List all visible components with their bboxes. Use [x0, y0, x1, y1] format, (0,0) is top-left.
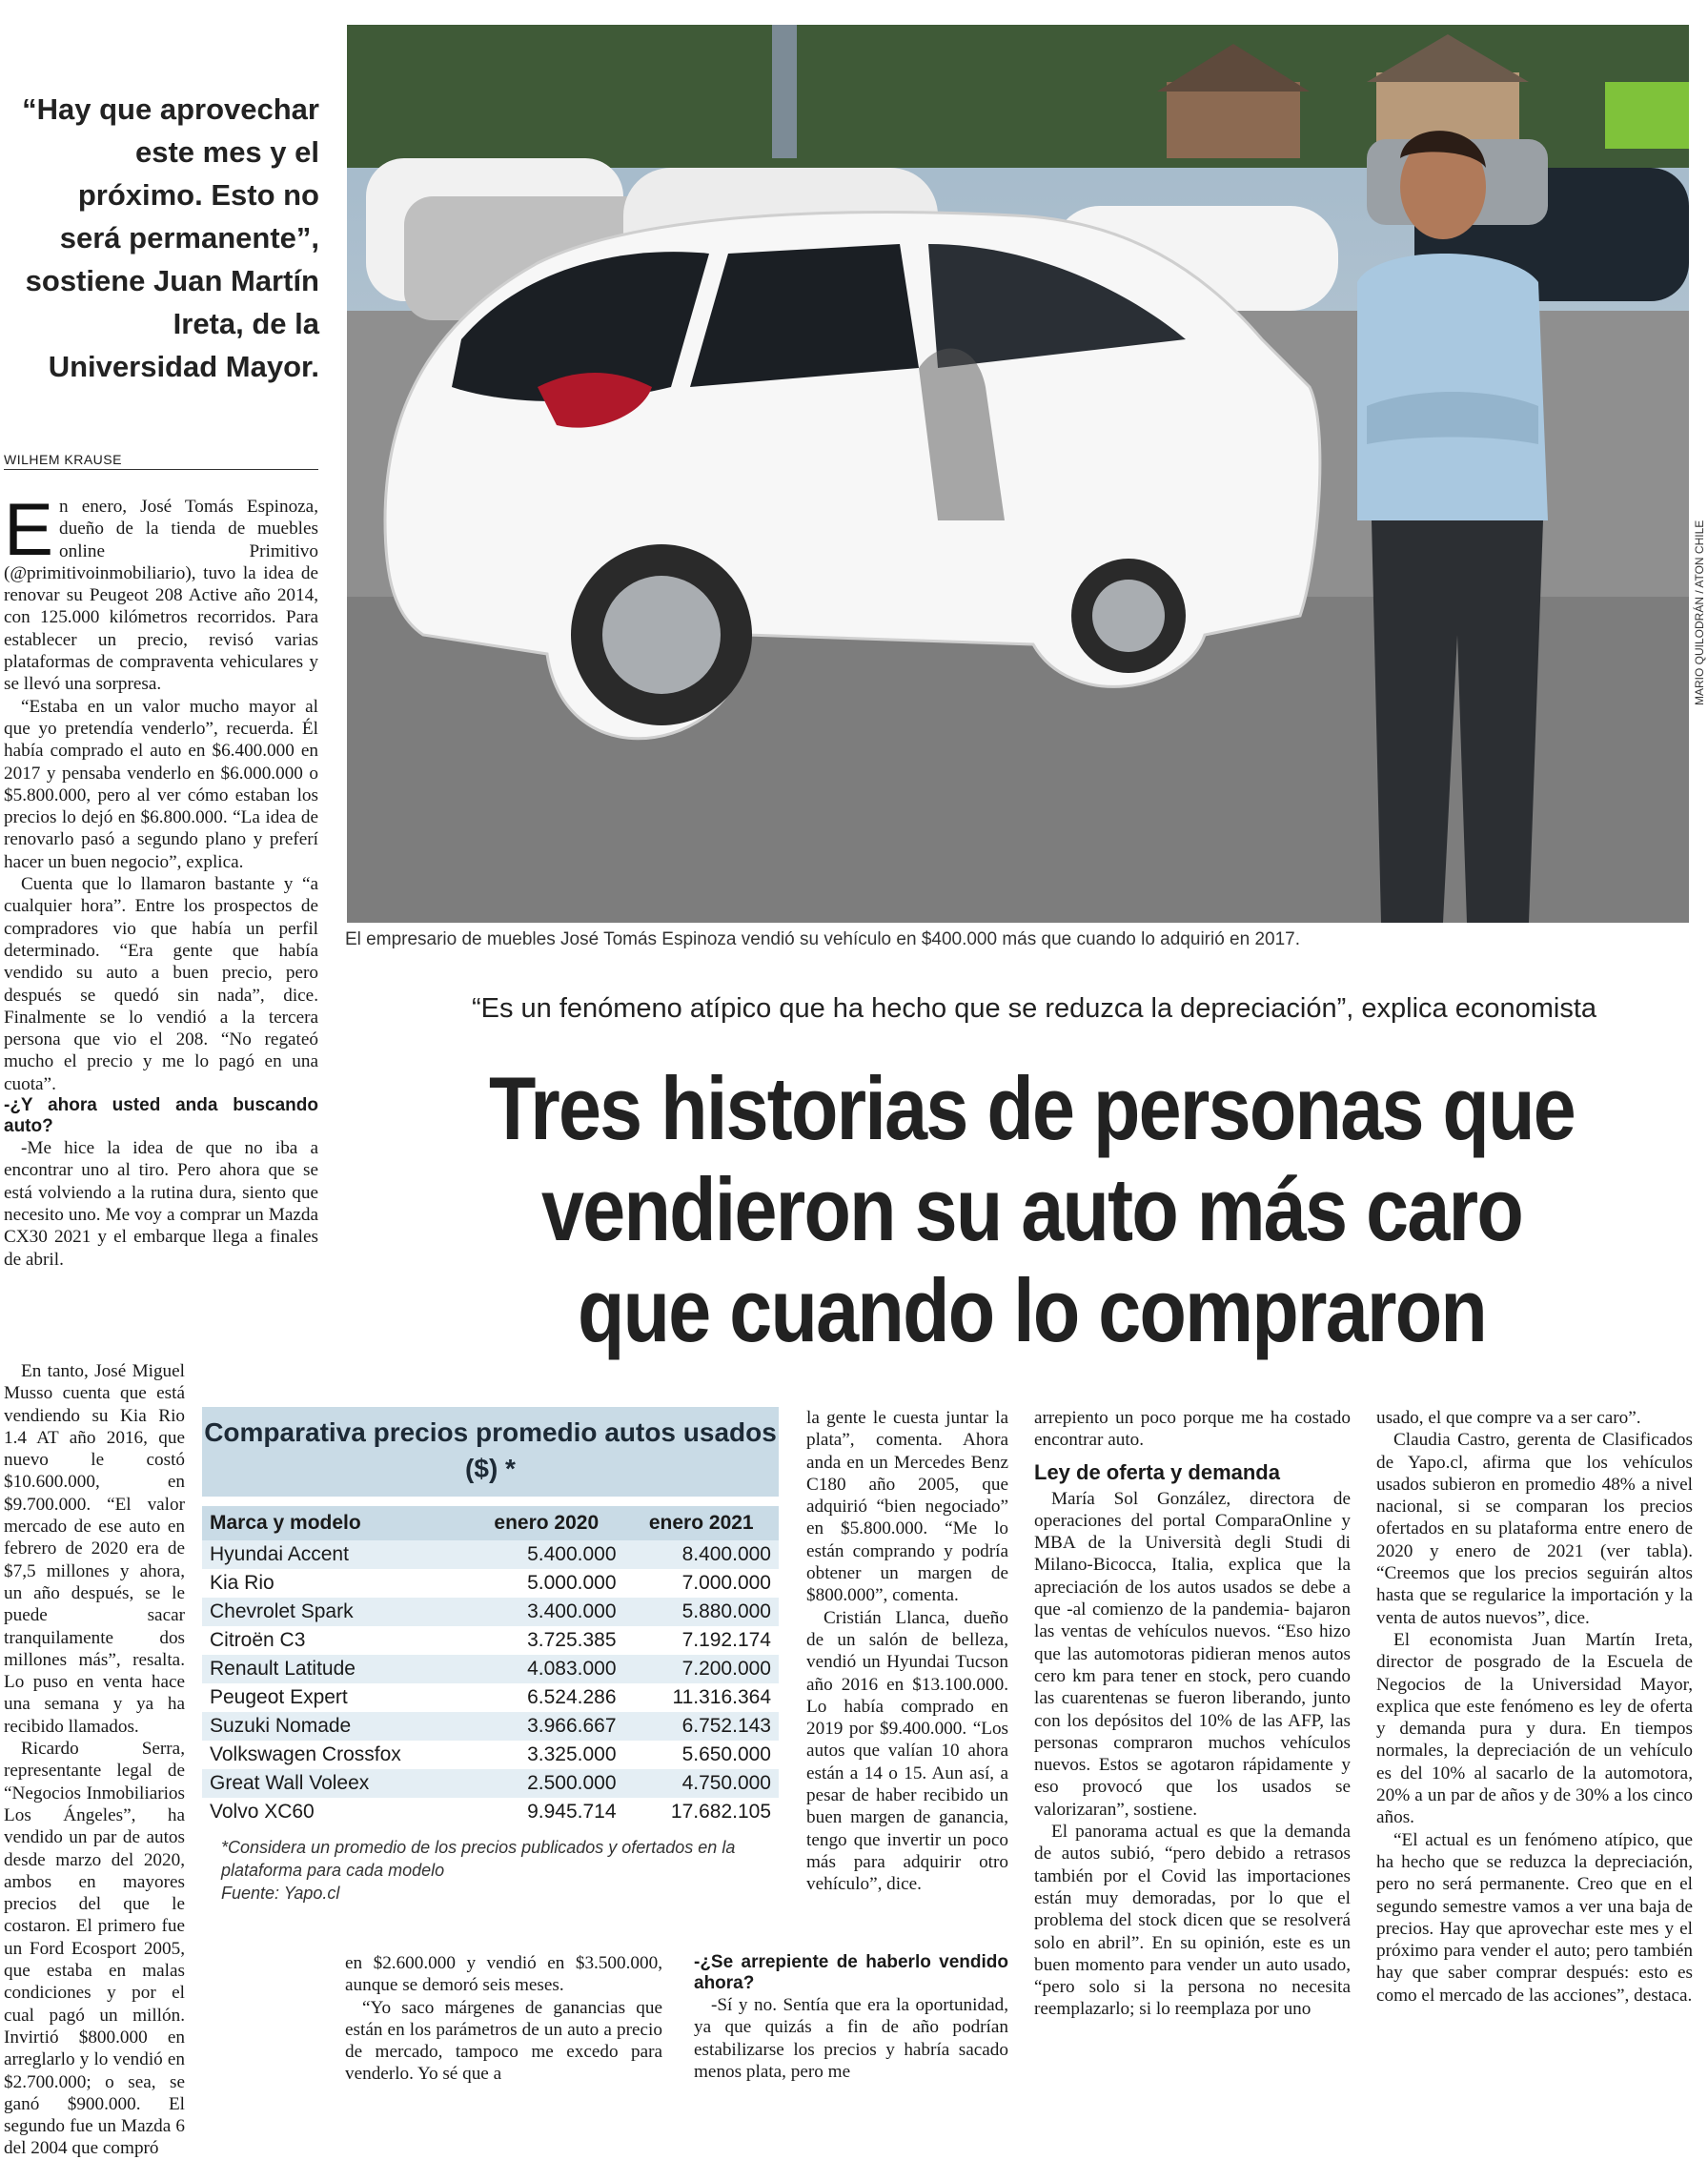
article-column-1 — [4, 487, 318, 1271]
drop-cap: E — [4, 487, 54, 571]
paragraph: en $2.600.000 y vendió en $3.500.000, aunque se demoró seis meses. — [345, 1953, 662, 1996]
table-source: Fuente: Yapo.cl — [221, 1884, 340, 1903]
cell-2021: 8.400.000 — [624, 1540, 779, 1569]
article-column-3-wide — [694, 1952, 1008, 2083]
column-header: Marca y modelo — [202, 1506, 469, 1540]
cell-2021: 11.316.364 — [672, 1686, 771, 1708]
paragraph: En tanto, José Miguel Musso cuenta que está vendiendo su Kia Rio 1.4 AT año 2016, que nuevo le costó $10.600.000, en $9.700.000. “El valor mercado de ese auto en febrero de 2020 era de $7,5 millones y ahora, un año después, se le puede sacar tranquilamente dos millones más”, resalta. Lo puso en venta hace una semana y ya ha recibido llamados. — [4, 1361, 185, 1737]
paragraph: usado, el que compre va a ser caro”. — [1376, 1408, 1641, 1428]
article-column-5 — [1376, 1407, 1693, 2007]
cell-model: Chevrolet Spark — [202, 1598, 469, 1626]
cell-model: Hyundai Accent — [202, 1540, 469, 1569]
paragraph: la gente le cuesta juntar la plata”, comenta. Ahora anda en un Mercedes Benz C180 año 2005, que adquirió “bien negociado” en $5.800.000. “Me lo están comprando y podría obtener un margen de $800.000”, comenta. — [806, 1408, 1008, 1606]
table-row — [202, 1741, 779, 1769]
cell-2021: 6.752.143 — [624, 1712, 779, 1741]
paragraph: “Yo saco márgenes de ganancias que están en los parámetros de un auto a precio de mercado, tampoco me excedo para venderlo. Yo sé que a — [345, 1997, 662, 2085]
table-row — [202, 1798, 779, 1826]
photo-caption: El empresario de muebles José Tomás Espinoza vendió su vehículo en $400.000 más que cuando lo adquirió en 2017. — [345, 929, 1301, 949]
column-header: enero 2020 — [469, 1506, 623, 1540]
paragraph: “Estaba en un valor mucho mayor al que yo pretendía venderlo”, recuerda. Él había comprado el auto en $6.400.000 en 2017 y pensaba venderlo en $6.000.000 o $5.800.000, pero al ver cómo estaban los precios lo dejó en $6.800.000. “La idea de renovarlo pasó a segundo plano y preferí hacer un buen negocio”, explica. — [4, 696, 318, 872]
headline: Tres historias de personas que vendieron su auto más caro que cuando lo compraron — [489, 1058, 1575, 1360]
cell-2020: 9.945.714 — [527, 1801, 617, 1823]
cell-model: Kia Rio — [210, 1572, 274, 1594]
cell-2020: 3.400.000 — [469, 1598, 623, 1626]
cell-model: Great Wall Voleex — [202, 1769, 469, 1798]
cell-model: Citroën C3 — [210, 1629, 306, 1651]
article-column-3 — [806, 1407, 1008, 1896]
table-row — [202, 1626, 779, 1655]
cell-model: Peugeot Expert — [210, 1686, 348, 1708]
paragraph: María Sol González, directora de operaciones del portal ComparaOnline y MBA de la Università degli Studi di Milano-Bicocca, Italia, explica que la apreciación de los autos usados se debe a que -al comienzo de la pandemia- bajaron las ventas de vehículos nuevos. “Eso hizo que las automotoras pidieran menos autos cero km para tener en stock, pero cuando las cuarentenas se fueron liberando, junto con los depósitos del 10% de las AFP, las personas compraron muchos vehículos nuevos. Estos se agotaron rápidamente y eso provocó que los usados se valorizaran”, sostiene. — [1034, 1488, 1351, 1820]
paragraph: El economista Juan Martín Ireta, director de posgrado de la Escuela de Negocios de la Universidad Mayor, explica que este fenómeno es ley de oferta y demanda pura y dura. En tiempos normales, la depreciación de un vehículo es del 10% al sacarlo de la automotora, 20% a un par de años y de 30% a los cinco años. — [1376, 1629, 1693, 1828]
parking-lot-photo — [347, 25, 1689, 923]
paragraph: -Me hice la idea de que no iba a encontrar uno al tiro. Pero ahora que se está volviendo a la rutina dura, siento que necesito uno. Me voy a comprar un Mazda CX30 2021 y el embarque llega a finales de abril. — [4, 1138, 318, 1270]
paragraph: Claudia Castro, gerenta de Clasificados de Yapo.cl, afirma que los vehículos usados subieron en promedio 48% a nivel nacional, si se comparan los precios ofertados en su plataforma entre enero de 2020 y enero de 2021 (ver tabla). “Creemos que los precios seguirán altos hasta que se regularice la importación y la venta de autos nuevos”, dice. — [1376, 1430, 1693, 1628]
news-photo — [347, 25, 1689, 923]
cell-model: Volvo XC60 — [210, 1801, 315, 1823]
article-column-1-narrow — [4, 1360, 185, 2160]
cell-2020: 2.500.000 — [469, 1769, 623, 1798]
cell-2020: 4.083.000 — [469, 1655, 623, 1683]
article-column-4 — [1034, 1407, 1351, 2021]
byline: WILHEM KRAUSE — [4, 452, 318, 470]
table-row — [202, 1540, 779, 1569]
cell-2020: 3.325.000 — [527, 1743, 617, 1765]
cell-2021: 4.750.000 — [624, 1769, 779, 1798]
table-row — [202, 1769, 779, 1798]
cell-model: Suzuki Nomade — [202, 1712, 469, 1741]
cell-2020: 3.966.667 — [469, 1712, 623, 1741]
section-subhead: Ley de oferta y demanda — [1034, 1459, 1280, 1484]
table-title: Comparativa precios promedio autos usados ($) * — [202, 1407, 779, 1497]
cell-model: Volkswagen Crossfox — [210, 1743, 401, 1765]
table-row — [202, 1655, 779, 1683]
pull-quote: “Hay que aprovechar este mes y el próximo. Esto no será permanente”, sostiene Juan Martín Ireta, de la Universidad Mayor. — [22, 92, 319, 383]
column-header: enero 2021 — [624, 1506, 779, 1540]
table-row — [202, 1569, 779, 1598]
kicker: “Es un fenómeno atípico que ha hecho que se reduzca la depreciación”, explica economista — [471, 993, 1597, 1024]
paragraph: Cuenta que lo llamaron bastante y “a cualquier hora”. Entre los prospectos de compradores vio que había un perfil determinado. “Era gente que había vendido su auto a buen precio, pero después se quedó sin nada”, dice. Finalmente se lo vendió a la tercera persona que vio el 208. “No regateó mucho el precio y me lo pagó en una cuota”. — [4, 874, 318, 1094]
photo-credit: MARIO QUILODRÁN / ATON CHILE — [1693, 520, 1706, 705]
price-comparison-table — [202, 1407, 779, 1905]
cell-2021: 5.880.000 — [624, 1598, 779, 1626]
interview-question: -¿Se arrepiente de haberlo vendido ahora? — [694, 1952, 1008, 1993]
paragraph: arrepiento un poco porque me ha costado encontrar auto. — [1034, 1408, 1351, 1451]
cell-2021: 7.000.000 — [681, 1572, 771, 1594]
paragraph: “El actual es un fenómeno atípico, que ha hecho que se reduzca la depreciación, pero no será permanente. Creo que en el segundo semestre vamos a ver una baja de precios. Hay que aprovechar este mes y el próximo para vender el auto; pero también hay que saber comprar después: esto es como el mercado de las acciones”, destaca. — [1376, 1829, 1693, 2006]
cell-model: Renault Latitude — [202, 1655, 469, 1683]
paragraph: Cristián Llanca, dueño de un salón de belleza, vendió un Hyundai Tucson año 2016 en $13.100.000. Lo había comprado en 2019 por $9.400.000. “Los autos que valían 10 ahora están a 14 o 15. Aun así, a pesar de haber recibido un buen margen de ganancia, tengo que invertir un poco más para adquirir otro vehículo”, dice. — [806, 1607, 1008, 1895]
cell-2021: 7.192.174 — [681, 1629, 771, 1651]
article-column-2 — [345, 1952, 662, 2086]
data-table — [202, 1506, 779, 1826]
interview-question: -¿Y ahora usted anda buscando auto? — [4, 1095, 318, 1137]
table-row — [202, 1683, 779, 1712]
paragraph: n enero, José Tomás Espinoza, dueño de la tienda de muebles online Primitivo (@primitivoinmobiliario), tuvo la idea de renovar su Peugeot 208 Active año 2014, con 125.000 kilómetros recorridos. Para establecer un precio, revisó varias plataformas de compraventa vehiculares y se llevó una sorpresa. — [4, 497, 318, 695]
paragraph: Ricardo Serra, representante legal de “Negocios Inmobiliarios Los Ángeles”, ha vendido un par de autos desde marzo del 2020, ambos en mayores precios del que le costaron. El primero fue un Ford Ecosport 2005, que estaba en malas condiciones y por el cual pagó un millón. Invirtió $800.000 en arreglarlo y lo vendió en $2.700.000; o sea, se ganó $900.000. El segundo fue un Mazda 6 del 2004 que compró — [4, 1739, 185, 2159]
table-row — [202, 1712, 779, 1741]
table-footnote: *Considera un promedio de los precios publicados y ofertados en la plataforma para cada modelo — [221, 1838, 736, 1880]
table-header-row — [202, 1506, 779, 1540]
cell-2021: 17.682.105 — [670, 1801, 771, 1823]
cell-2020: 5.000.000 — [527, 1572, 617, 1594]
cell-2021: 7.200.000 — [624, 1655, 779, 1683]
cell-2020: 6.524.286 — [527, 1686, 617, 1708]
cell-2020: 5.400.000 — [469, 1540, 623, 1569]
paragraph: El panorama actual es que la demanda de autos subió, “pero debido a retrasos también por el Covid las importaciones están muy demoradas, por lo que el problema del stock dicen que se resolverá solo en abril”. En su opinión, este es un buen momento para vender un auto usado, “pero solo si la persona no necesita reemplazarlo; si lo reemplaza por uno — [1034, 1822, 1351, 2020]
table-row — [202, 1598, 779, 1626]
cell-2020: 3.725.385 — [527, 1629, 617, 1651]
cell-2021: 5.650.000 — [681, 1743, 771, 1765]
paragraph: -Sí y no. Sentía que era la oportunidad, ya que quizás a fin de año podrían estabilizarse los precios y habría sacado menos plata, pero me — [694, 1995, 1008, 2082]
